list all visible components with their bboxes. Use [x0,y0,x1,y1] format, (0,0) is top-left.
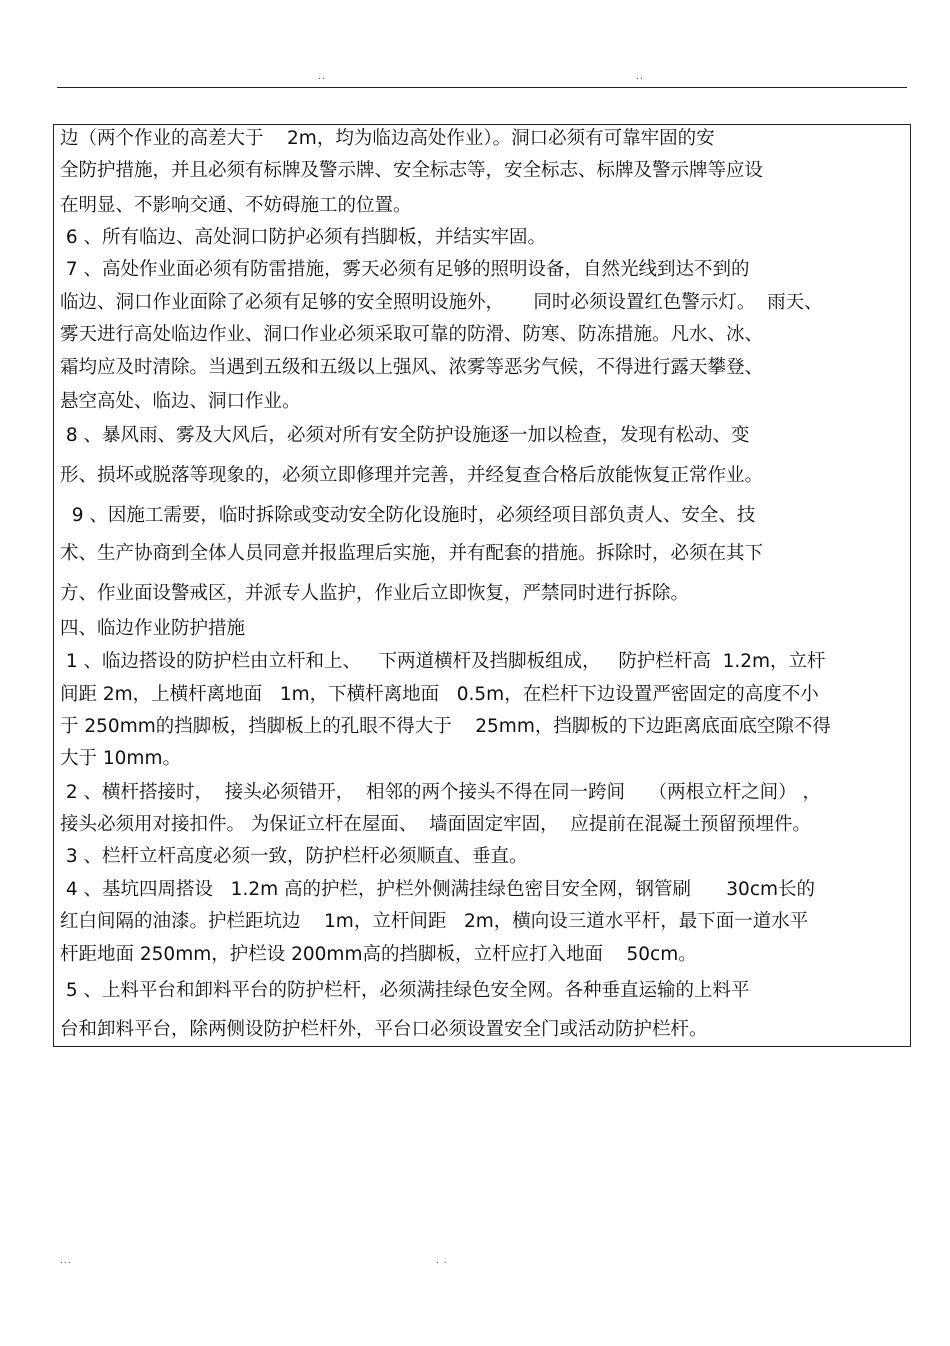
header-mark-right: .. [636,72,644,82]
text-line: 雾天进行高处临边作业、洞口作业必须采取可靠的防滑、防寒、防冻措施。凡水、冰、 [60,324,764,345]
text-line: 台和卸料平台，除两侧设防护栏杆外，平台口必须设置安全门或活动防护栏杆。 [60,1019,708,1040]
text-line: 3 、栏杆立杆高度必须一致，防护栏杆必须顺直、垂直。 [60,846,528,867]
text-line: 2 、横杆搭接时， 接头必须错开， 相邻的两个接头不得在同一跨间 （两根立杆之间） ， [60,782,821,803]
text-line: 悬空高处、临边、洞口作业。 [60,391,301,412]
text-line: 红白间隔的油漆。护栏距坑边 1m，立杆间距 2m，横向设三道水平杆，最下面一道水平 [60,911,809,932]
header-mark-left: .. [318,72,326,82]
text-line: 霜均应及时清除。当遇到五级和五级以上强风、浓雾等恶劣气候，不得进行露天攀登、 [60,357,764,378]
text-line: 形、损坏或脱落等现象的，必须立即修理并完善，并经复查合格后放能恢复正常作业。 [60,465,764,486]
text-line: 全防护措施，并且必须有标牌及警示牌、安全标志等，安全标志、标牌及警示牌等应设 [60,160,764,181]
text-line: 接头必须用对接扣件。 为保证立杆在屋面、 墙面固定牢固， 应提前在混凝土预留预埋件。 [60,814,811,835]
header-rule [57,87,907,88]
section-heading: 四、临边作业防护措施 [60,618,246,639]
text-line: 临边、洞口作业面除了必须有足够的安全照明设施外， 同时必须设置红色警示灯。 雨天、 [60,292,823,313]
footer-mark-right: . . [436,1256,448,1266]
text-line: 方、作业面设警戒区，并派专人监护，作业后立即恢复，严禁同时进行拆除。 [60,583,690,604]
text-line: 5 、上料平台和卸料平台的防护栏杆，必须满挂绿色安全网。各种垂直运输的上料平 [60,980,750,1001]
text-line: 于 250mm的挡脚板，挡脚板上的孔眼不得大于 25mm，挡脚板的下边距离底面底空隙不得 [60,716,831,737]
text-line: 7 、高处作业面必须有防雷措施，雾天必须有足够的照明设备，自然光线到达不到的 [60,259,750,280]
text-line: 间距 2m，上横杆离地面 1m，下横杆离地面 0.5m，在栏杆下边设置严密固定的高度不小 [60,684,819,705]
footer-mark-left: ... [60,1256,72,1266]
text-line: 杆距地面 250mm，护栏设 200mm高的挡脚板，立杆应打入地面 50cm。 [60,944,697,965]
text-line: 术、生产协商到全体人员同意并报监理后实施，并有配套的措施。拆除时，必须在其下 [60,543,764,564]
text-line: 4 、基坑四周搭设 1.2m 高的护栏，护栏外侧满挂绿色密目安全网，钢管刷 30cm长的 [60,879,816,900]
text-line: 边（两个作业的高差大于 2m，均为临边高处作业）。洞口必须有可靠牢固的安 [60,128,715,149]
text-line: 6 、所有临边、高处洞口防护必须有挡脚板，并结实牢固。 [60,227,547,248]
text-line: 9 、因施工需要，临时拆除或变动安全防化设施时，必须经项目部负责人、安全、技 [60,505,756,526]
text-line: 大于 10mm。 [60,748,181,769]
text-line: 8 、暴风雨、雾及大风后，必须对所有安全防护设施逐一加以检查，发现有松动、变 [60,425,750,446]
text-line: 1 、临边搭设的防护栏由立杆和上、 下两道横杆及挡脚板组成， 防护栏杆高 1.2m，立杆 [60,651,826,672]
text-line: 在明显、不影响交通、不妨碍施工的位置。 [60,195,412,216]
